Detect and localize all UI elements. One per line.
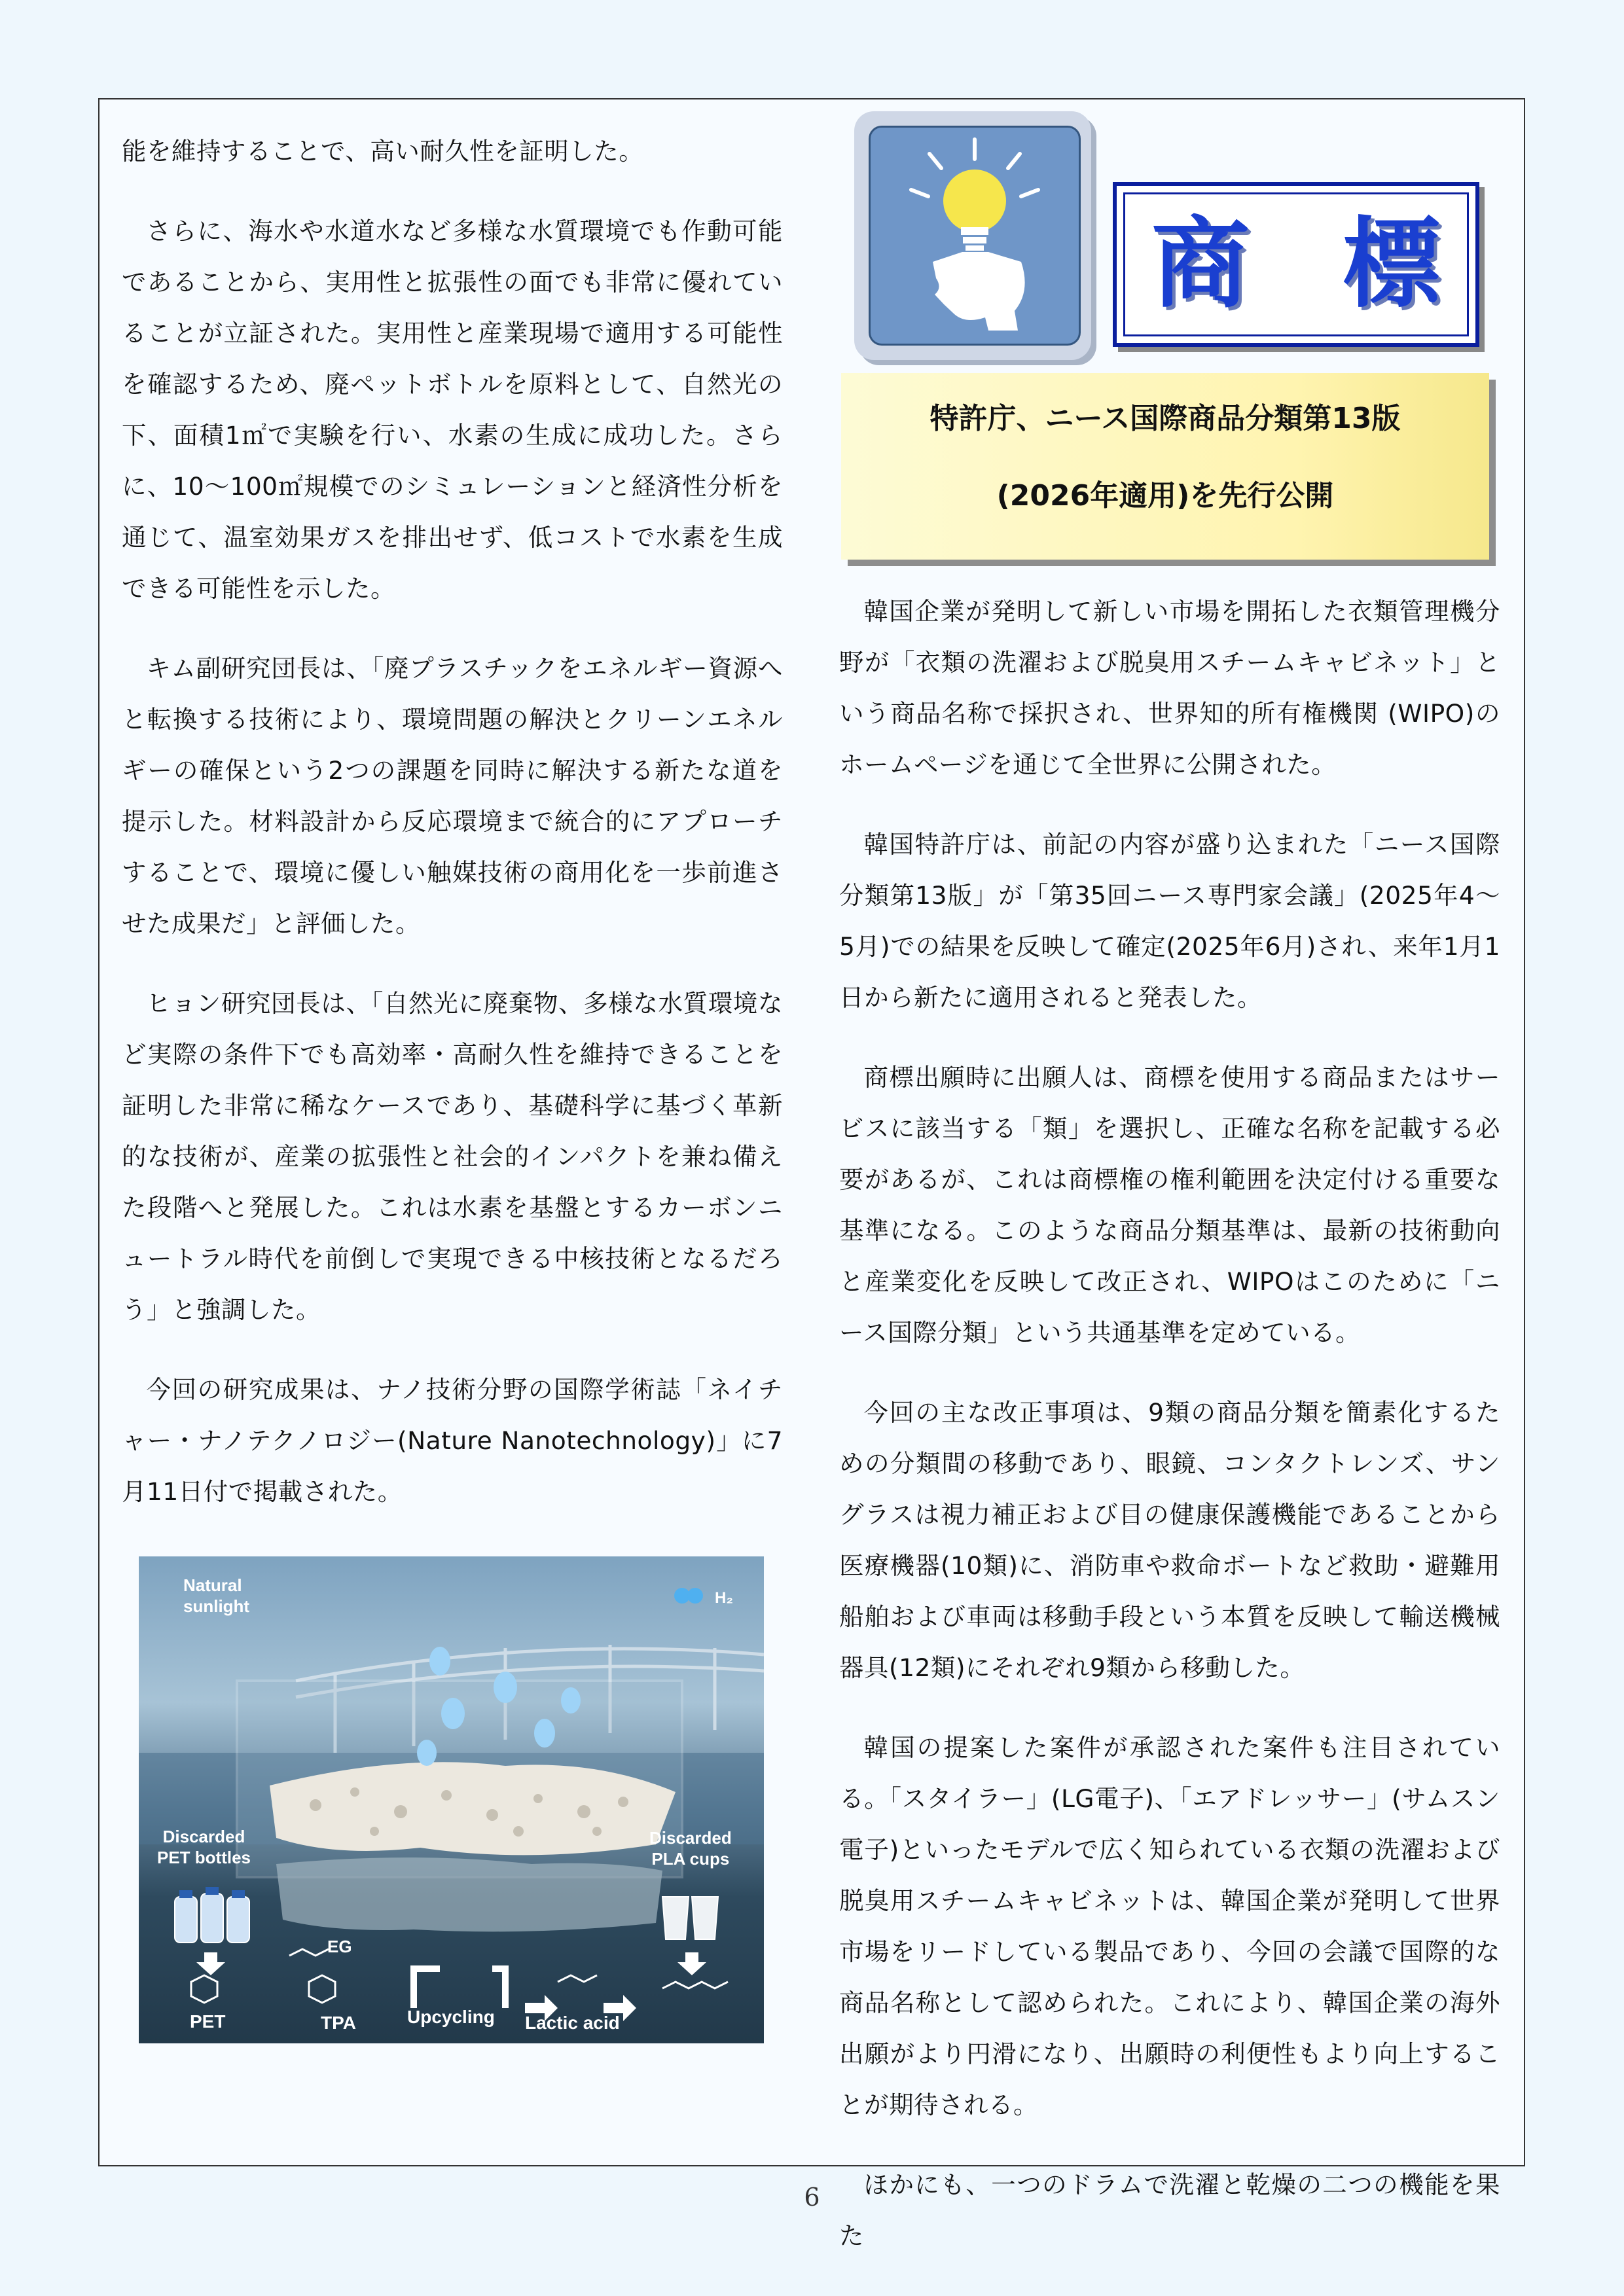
- pet-label: PET: [190, 2011, 226, 2032]
- title-char-2: 標: [1342, 207, 1441, 321]
- natural-sunlight-label: Natural sunlight: [183, 1575, 250, 1616]
- right-paragraph-1: 韓国企業が発明して新しい市場を開拓した衣類管理機分野が「衣類の洗濯および脱臭用スチームキャビネット」という商品名称で採択され、世界知的所有権機関 (WIPO)のホームページを通じて全世界に公開された。: [839, 597, 1500, 779]
- lactic-acid-label: Lactic acid: [525, 2013, 620, 2033]
- left-paragraph-2: さらに、海水や水道水など多様な水質環境でも作動可能であることから、実用性と拡張性の面でも非常に優れていることが立証された。実用性と産業現場で適用する可能性を確認するため、廃ペットボトルを原料として、自然光の下、面積1㎡で実験を行い、水素の生成に成功した。さらに、10～100㎡規模でのシミュレーションと経済性分析を通じて、温室効果ガスを排出せず、低コストで水素を生成できる可能性を示した。: [122, 217, 783, 603]
- idea-icon-background: [869, 126, 1081, 346]
- trademark-headline: [841, 373, 1489, 560]
- headline-line-2: (2026年適用)を先行公開: [996, 479, 1334, 512]
- lightbulb-head-icon: [871, 128, 1079, 344]
- trademark-title-inner: [1123, 192, 1469, 336]
- eg-label: EG: [327, 1937, 352, 1956]
- right-paragraph-5: 韓国の提案した案件が承認された案件も注目されている。「スタイラー」(LG電子)、「エアドレッサー」(サムスン電子)といったモデルで広く知られている衣類の洗濯および脱臭用スチームキャビネットは、韓国企業が発明して世界市場をリードしている製品であり、今回の会議で国際的な商品名称として認められた。これにより、韓国企業の海外出願がより円滑になり、出願時の利便性もより向上することが期待される。: [839, 1733, 1500, 2119]
- left-column: [122, 126, 783, 1546]
- right-paragraph-4: 今回の主な改正事項は、9類の商品分類を簡素化するための分類間の移動であり、眼鏡、コンタクトレンズ、サングラスは視力補正および目の健康保護機能であることから医療機器(10類)に、消防車や救命ボートなど救助・避難用船舶および車両は移動手段という本質を反映して輸送機械器具(12類)にそれぞれ9類から移動した。: [839, 1398, 1500, 1682]
- right-paragraph-6: ほかにも、一つのドラムで洗濯と乾燥の二つの機能を果た: [839, 2170, 1500, 2250]
- trademark-title-box: [1113, 182, 1479, 347]
- title-char-1: 商: [1151, 207, 1250, 321]
- discarded-pla-label: Discarded PLA cups: [649, 1828, 732, 1869]
- page-number: 6: [804, 2183, 820, 2212]
- right-paragraph-2: 韓国特許庁は、前記の内容が盛り込まれた「ニース国際分類第13版」が「第35回ニース専門家会議」(2025年4～5月)での結果を反映して確定(2025年6月)され、来年1月1日から新たに適用されると発表した。: [839, 830, 1500, 1012]
- idea-icon-box: [854, 111, 1091, 360]
- upcycling-label: Upcycling: [407, 2007, 495, 2027]
- tpa-label: TPA: [321, 2013, 356, 2033]
- left-paragraph-3: キム副研究団長は、「廃プラスチックをエネルギー資源へと転換する技術により、環境問題の解決とクリーンエネルギーの確保という2つの課題を同時に解決する新たな道を提示した。材料設計から反応環境まで統合的にアプローチすることで、環境に優しい触媒技術の商用化を一歩前進させた成果だ」と評価した。: [122, 654, 783, 938]
- figure-illustration: [139, 1556, 764, 2043]
- h2-label: H₂: [715, 1589, 733, 1607]
- left-paragraph-4: ヒョン研究団長は、「自然光に廃棄物、多様な水質環境など実際の条件下でも高効率・高耐久性を維持できることを証明した非常に稀なケースであり、基礎科学に基づく革新的な技術が、産業の拡張性と社会的インパクトを兼ね備えた段階へと発展した。これは水素を基盤とするカーボンニュートラル時代を前倒しで実現できる中核技術となるだろう」と強調した。: [122, 989, 783, 1324]
- research-figure: [139, 1556, 764, 2043]
- left-paragraph-1: 能を維持することで、高い耐久性を証明した。: [122, 137, 644, 166]
- headline-line-1: 特許庁、ニース国際商品分類第13版: [929, 402, 1401, 435]
- right-paragraph-3: 商標出願時に出願人は、商標を使用する商品またはサービスに該当する「類」を選択し、正確な名称を記載する必要があるが、これは商標権の権利範囲を決定付ける重要な基準になる。このような商品分類基準は、最新の技術動向と産業変化を反映して改正され、WIPOはこのために「ニース国際分類」という共通基準を定めている。: [839, 1063, 1500, 1347]
- discarded-pet-label: Discarded PET bottles: [157, 1827, 251, 1867]
- right-column: [839, 586, 1500, 2290]
- left-paragraph-5: 今回の研究成果は、ナノ技術分野の国際学術誌「ネイチャー・ナノテクノロジー(Nature Nanotechnology)」に7月11日付で掲載された。: [122, 1375, 783, 1506]
